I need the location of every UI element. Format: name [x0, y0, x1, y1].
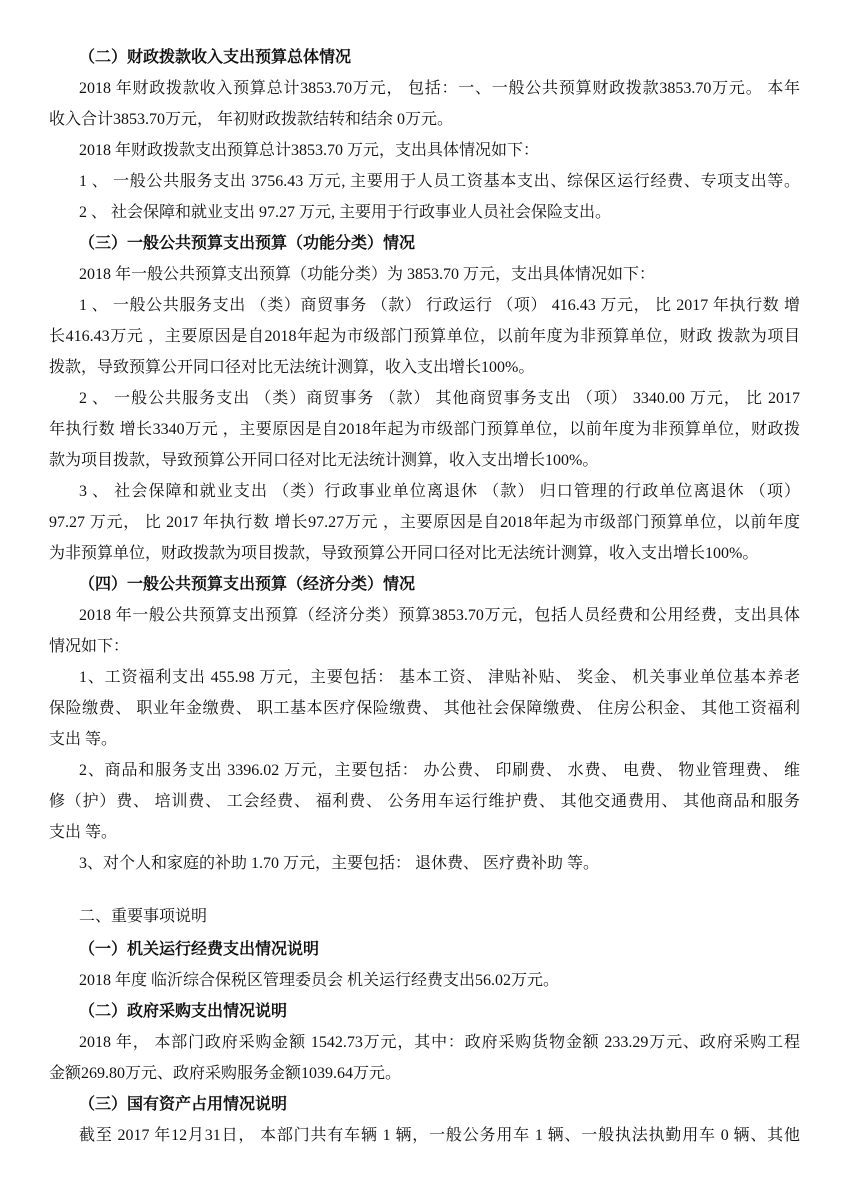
paragraph — [49, 600, 800, 662]
subsection-heading — [49, 996, 800, 1027]
list-item — [49, 197, 800, 228]
text-line: 97.27 万元， 比 2017 年执行数 增长97.27万元 ，主要原因是自2018年起为市级部门预算单位，以前年度 — [49, 514, 800, 531]
text-line: 修（护）费、 培训费、 工会经费、 福利费、 公务用车运行维护费、 其他交通费用、 其他商品和服务 — [49, 793, 800, 810]
paragraph — [49, 965, 800, 996]
list-item — [49, 290, 800, 383]
text-line: 拨款，导致预算公开同口径对比无法统计测算，收入支出增长100%。 — [49, 359, 535, 376]
heading-text: 二、重要事项说明 — [79, 908, 208, 925]
text-line: 2018 年一般公共预算支出预算（经济分类）预算3853.70万元，包括人员经费和公用经费，支出具体 — [79, 607, 800, 624]
text-line: 支出 等。 — [49, 824, 118, 841]
text-line: 情况如下： — [49, 638, 130, 655]
heading-text: （四）一般公共预算支出预算（经济分类）情况 — [79, 576, 416, 593]
subsection-heading — [49, 228, 800, 259]
heading-text: （三）一般公共预算支出预算（功能分类）情况 — [79, 235, 416, 252]
text-line: 1 、 一般公共服务支出 （类）商贸事务 （款） 行政运行 （项） 416.43 万元， 比 2017 年执行数 增 — [79, 297, 800, 314]
text-line: 为非预算单位，财政拨款为项目拨款，导致预算公开同口径对比无法统计测算，收入支出增长100%。 — [49, 545, 759, 562]
list-item — [49, 383, 800, 476]
paragraph — [49, 1027, 800, 1089]
text-line: 款为项目拨款，导致预算公开同口径对比无法统计测算，收入支出增长100%。 — [49, 452, 599, 469]
paragraph — [49, 259, 800, 290]
text-line: 2 、 社会保障和就业支出 97.27 万元, 主要用于行政事业人员社会保险支出。 — [79, 204, 612, 221]
text-line: 收入合计3853.70万元， 年初财政拨款结转和结余 0万元。 — [49, 111, 454, 128]
text-line: 2018 年财政拨款支出预算总计3853.70 万元，支出具体情况如下： — [79, 142, 540, 159]
list-item — [49, 166, 800, 197]
list-item — [49, 476, 800, 569]
heading-text: （二）财政拨款收入支出预算总体情况 — [79, 49, 352, 66]
paragraph — [49, 1120, 800, 1151]
text-line: 2018 年一般公共预算支出预算（功能分类）为 3853.70 万元，支出具体情况如下： — [79, 266, 656, 283]
text-line: 2、商品和服务支出 3396.02 万元，主要包括： 办公费、 印刷费、 水费、 电费、 物业管理费、 维 — [79, 762, 800, 779]
subsection-heading — [49, 934, 800, 965]
text-line: 支出 等。 — [49, 731, 118, 748]
text-line: 2018 年财政拨款收入预算总计3853.70万元， 包括：一、一般公共预算财政拨款3853.70万元。 本年 — [79, 80, 800, 97]
text-line: 2018 年， 本部门政府采购金额 1542.73万元，其中：政府采购货物金额 233.29万元、政府采购工程 — [79, 1034, 800, 1051]
text-line: 年执行数 增长3340万元 ，主要原因是自2018年起为市级部门预算单位，以前年度为非预算单位，财政拨 — [49, 421, 800, 438]
subsection-heading — [49, 1089, 800, 1120]
text-line: 长416.43万元 ，主要原因是自2018年起为市级部门预算单位，以前年度为非预算单位，财政 拨款为项目 — [49, 328, 800, 345]
paragraph — [49, 135, 800, 166]
text-line: 3 、 社会保障和就业支出 （类）行政事业单位离退休 （款） 归口管理的行政单位离退休 （项） — [79, 483, 800, 500]
subsection-heading — [49, 42, 800, 73]
text-line: 2018 年度 临沂综合保税区管理委员会 机关运行经费支出56.02万元。 — [79, 972, 560, 989]
text-line: 1 、 一般公共服务支出 3756.43 万元, 主要用于人员工资基本支出、综保区运行经费、专项支出等。 — [79, 173, 800, 190]
text-line: 金额269.80万元、政府采购服务金额1039.64万元。 — [49, 1065, 402, 1082]
heading-text: （二）政府采购支出情况说明 — [79, 1003, 288, 1020]
heading-text: （三）国有资产占用情况说明 — [79, 1096, 288, 1113]
section-heading — [49, 901, 800, 932]
text-line: 3、对个人和家庭的补助 1.70 万元，主要包括： 退休费、 医疗费补助 等。 — [79, 855, 600, 872]
list-item — [49, 755, 800, 848]
subsection-heading — [49, 569, 800, 600]
text-line: 2 、 一般公共服务支出 （类）商贸事务 （款） 其他商贸事务支出 （项） 3340.00 万元， 比 2017 — [79, 390, 800, 407]
heading-text: （一）机关运行经费支出情况说明 — [79, 941, 320, 958]
list-item — [49, 662, 800, 755]
paragraph — [49, 73, 800, 135]
text-line: 1、工资福利支出 455.98 万元，主要包括： 基本工资、 津贴补贴、 奖金、 机关事业单位基本养老 — [79, 669, 800, 686]
list-item — [49, 848, 800, 879]
text-line: 保险缴费、 职业年金缴费、 职工基本医疗保险缴费、 其他社会保障缴费、 住房公积金、 其他工资福利 — [49, 700, 800, 717]
text-line: 截至 2017 年12月31日， 本部门共有车辆 1 辆，一般公务用车 1 辆、一般执法执勤用车 0 辆、其他 — [79, 1127, 800, 1144]
